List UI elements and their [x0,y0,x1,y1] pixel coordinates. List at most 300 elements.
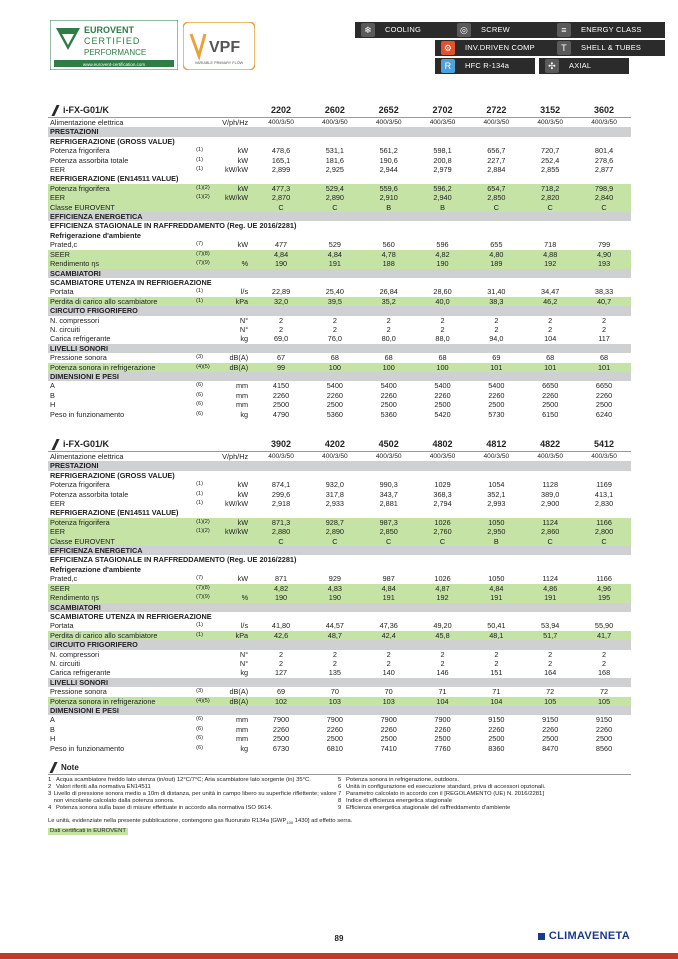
row-note-ref: (7)(9) [194,259,216,268]
cell-value: 2,890 [308,527,362,536]
cell-value: 100 [416,363,470,372]
model-size: 2202 [254,103,308,118]
row-note-ref: (6) [196,725,203,732]
cell-value: 400/3/50 [375,453,402,460]
row-unit: kg [240,668,249,678]
notes-left-column [48,777,338,812]
tag-label: SCREW [481,25,510,34]
eurovent-line1: EUROVENT [84,25,135,35]
row-label: N. circuiti [50,324,80,334]
note-item [338,777,628,784]
row-note-ref: (1)(2) [194,184,216,193]
cell-value: 191 [469,593,523,602]
notes-title: Note [48,762,631,775]
row-note-ref: (1) [196,156,203,163]
cell-value: 2500 [595,400,613,410]
cell-value: 192 [416,593,470,602]
model-size: 4822 [523,437,577,452]
row-label: A [50,715,55,725]
cell-value: C [523,203,577,212]
cell-value: 68 [384,353,393,363]
page-number: 89 [334,934,344,943]
section-label: EFFICIENZA ENERGETICA [48,212,631,221]
note-number: 7 [338,791,342,798]
section-label: Refrigerazione d'ambiente [50,564,141,574]
row-note-ref: (1) [196,147,203,154]
model-size: 2602 [308,103,362,118]
cell-value: 2260 [488,390,505,400]
cell-value: 103 [308,697,362,706]
gas-statement: Le unità, evidenziate nella presente pubblicazione, contengono gas fluorurato R134a [$GWP_{100}$ 1430] ad effetto serra. [48,818,353,826]
cell-value: 99 [254,363,308,372]
cell-value: 101 [577,363,631,372]
row-label: SEER [48,250,194,259]
subsection-heading-row [48,565,631,574]
table-row [48,297,631,306]
section-label: SCAMBIATORE UTENZA IN REFRIGERAZIONE [50,611,212,621]
energy-class-icon: ≡ [557,23,571,37]
section-label: EFFICIENZA STAGIONALE IN RAFFREDDAMENTO (Reg. UE 2016/2281) [50,555,297,565]
table-row [48,687,631,696]
bottom-bar [0,953,678,959]
row-label: Alimentazione elettrica [50,118,124,127]
slash-icon [50,440,60,449]
inverter-icon: ⚙ [441,41,455,55]
cell-value: 2260 [326,390,343,400]
row-unit: mm [235,734,249,744]
tag-cooling [355,22,453,38]
section-label: DIMENSIONI E PESI [48,706,631,715]
cell-value: 2260 [380,724,397,734]
model-size: 4802 [416,437,470,452]
cell-value: 4150 [272,381,290,391]
row-unit: kW/kW [216,193,254,202]
cell-value: 5400 [434,381,451,391]
row-label: EER [50,499,66,509]
cell-value: 5360 [326,409,343,419]
row-label: Perdita di carico allo scambiatore [48,297,194,306]
cell-value: 477,3 [254,184,308,193]
cell-value: 2260 [326,724,343,734]
model-size: 4202 [308,437,362,452]
feature-tags [355,22,642,82]
table-row [48,316,631,325]
section-label: LIVELLI SONORI [48,678,631,687]
section-heading-row [48,640,631,649]
table-row [48,363,631,372]
cell-value: 4,82 [254,584,308,593]
cell-value: 44,57 [325,621,344,631]
cell-value: 2500 [434,400,451,410]
cell-value: 2,918 [271,499,291,509]
cell-value: 127 [274,668,288,678]
cell-value: 2 [602,658,607,668]
row-label: B [50,390,55,400]
note-text: Acqua scambiatore freddo lato utenza (in/out) 12°C/7°C; Aria scambiatore lato sorgente (in) 35°C. [56,777,311,783]
subsection-heading-row [48,612,631,621]
table-row [48,391,631,400]
cell-value: 2 [494,658,499,668]
table-row [48,353,631,362]
row-note-ref: (1) [196,481,203,488]
cell-value: 9150 [542,715,559,725]
note-item [338,784,628,791]
cell-value: 135 [328,668,341,678]
cell-value: 343,7 [379,489,398,499]
table-header-row [48,437,631,452]
row-note-ref [194,334,216,343]
cell-value: 6240 [595,409,613,419]
cell-value: 2260 [434,724,451,734]
cell-value: 413,1 [594,489,614,499]
cell-value: 101 [469,363,523,372]
cell-value: 67 [276,353,286,363]
cell-value: 531,1 [325,146,344,156]
cell-value: C [254,203,308,212]
row-note-ref: (1)(2) [194,518,216,527]
cell-value: 7900 [380,715,397,725]
cell-value: 68 [599,353,609,363]
section-label: LIVELLI SONORI [48,344,631,353]
table-row [48,659,631,668]
row-label: Prated,c [50,240,78,250]
cell-value: 34,47 [541,287,560,297]
row-note-ref: (6) [196,744,203,751]
table-row [48,410,631,419]
note-item [338,791,628,798]
cell-value: 28,60 [433,287,452,297]
cell-value: 200,8 [433,155,452,165]
cell-value: 5420 [434,409,451,419]
cell-value: 181,6 [325,155,344,165]
note-item [338,798,628,805]
section-label: EFFICIENZA ENERGETICA [48,546,631,555]
eurovent-line2: CERTIFIED [84,36,141,46]
cell-value: 389,0 [541,489,560,499]
row-note-ref: (1) [196,500,203,507]
cell-value: 2260 [488,724,505,734]
row-unit: dB(A) [229,353,249,363]
table-row [48,156,631,165]
note-text: Potenza sonora in refrigerazione, outdoors. [346,777,459,783]
cell-value: 76,0 [327,334,342,344]
row-label: N. compressori [50,315,100,325]
cell-value: 400/3/50 [429,119,456,126]
model-size: 2722 [469,103,523,118]
cell-value: 871,3 [254,518,308,527]
cell-value: 2500 [488,400,505,410]
section-heading-row [48,603,631,612]
row-note-ref: (6) [196,382,203,389]
row-unit: V/ph/Hz [222,118,249,127]
row-note-ref: (1) [194,631,216,640]
cell-value: 31,40 [487,287,506,297]
row-unit: kW [237,146,249,156]
cell-value: 7760 [434,743,451,753]
cell-value: 2260 [380,390,397,400]
row-unit: dB(A) [216,697,254,706]
note-text: Indice di efficienza energetica stagionale [346,798,452,805]
cell-value: 190 [254,259,308,268]
cell-value: 2 [602,649,607,659]
cell-value: 48,7 [308,631,362,640]
cell-value: 598,1 [433,146,452,156]
cell-value: 6650 [595,381,613,391]
cell-value: 2,950 [469,527,523,536]
cell-value: 71 [438,687,447,697]
cell-value: 929 [328,574,341,584]
cell-value: 104 [469,697,523,706]
cell-value: 2,925 [325,165,344,175]
row-unit: N° [239,324,249,334]
cell-value: 48,1 [469,631,523,640]
cell-value: 2,881 [379,499,398,509]
cell-value: 2,794 [433,499,452,509]
row-label: EER [48,527,194,536]
row-label: Potenza frigorifera [50,146,110,156]
table-row [48,537,631,546]
cell-value: 140 [382,668,395,678]
tag-axial [539,58,629,74]
cell-value: 7900 [272,715,290,725]
row-label: B [50,724,55,734]
table-row [48,193,631,202]
cell-value: 2,830 [594,499,614,509]
cell-value: 2500 [326,734,343,744]
tag-label: COOLING [385,25,421,34]
cell-value: 2,890 [308,193,362,202]
tag-shell-tubes [551,40,665,56]
cell-value: 2,944 [379,165,398,175]
row-unit: kPa [216,631,254,640]
row-note-ref: (1) [196,288,203,295]
cell-value: 35,2 [362,297,416,306]
cell-value: 1029 [434,480,451,490]
section-label: REFRIGERAZIONE (EN14511 VALUE) [50,174,179,184]
cell-value: C [308,537,362,546]
tag-label: SHELL & TUBES [581,43,642,52]
cell-value: 72 [599,687,609,697]
cell-value: 4,83 [308,584,362,593]
cell-value: 2 [548,315,553,325]
cell-value: 53,94 [541,621,560,631]
cell-value: 871 [274,574,288,584]
section-heading-row [48,546,631,555]
cell-value: C [577,537,631,546]
table-row [48,287,631,296]
cell-value: 2 [279,324,284,334]
note-text: Efficienza energetica stagionale del raffreddamento d'ambiente [346,805,511,812]
cell-value: 2,993 [487,499,506,509]
cell-value: 100 [362,363,416,372]
cell-value: B [469,537,523,546]
section-label: PRESTAZIONI [48,461,631,470]
cell-value: 2500 [380,734,397,744]
cell-value: 1128 [542,480,559,490]
row-unit: kg [240,334,249,344]
row-label: Prated,c [50,574,78,584]
notes-right-column [338,777,628,812]
cell-value: 2,850 [362,527,416,536]
row-unit: kW [216,518,254,527]
cell-value: 8360 [488,743,505,753]
row-label: Peso in funzionamento [50,409,125,419]
row-unit: mm [235,390,249,400]
subsection-heading-row [48,471,631,480]
cell-value: 2,820 [523,193,577,202]
cell-value: 2 [386,658,391,668]
section-label: EFFICIENZA STAGIONALE IN RAFFREDDAMENTO (Reg. UE 2016/2281) [50,221,297,231]
cell-value: 252,4 [541,155,560,165]
cell-value: 400/3/50 [322,453,348,460]
table-row [48,734,631,743]
row-label: EER [50,165,66,175]
cell-value: C [469,203,523,212]
cell-value: 596 [436,240,449,250]
cell-value: 2,910 [362,193,416,202]
cell-value: 188 [362,259,416,268]
cell-value: 105 [523,697,577,706]
cell-value: 193 [577,259,631,268]
row-label: SEER [48,584,194,593]
tag-screw [451,22,563,38]
cell-value: 4,86 [523,584,577,593]
cell-value: 190,6 [379,155,398,165]
subsection-heading-row [48,221,631,230]
subsection-heading-row [48,508,631,517]
table-row [48,744,631,753]
section-heading-row [48,127,631,136]
row-note-ref: (6) [196,735,203,742]
table-row [48,631,631,640]
cell-value: 400/3/50 [375,119,402,126]
row-label: Pressione sonora [50,687,107,697]
row-label: Portata [50,287,74,297]
section-heading-row [48,461,631,470]
cell-value: 1166 [577,518,631,527]
cell-value: 1026 [416,518,470,527]
note-item [48,805,338,812]
table-row [48,240,631,249]
table-row [48,400,631,409]
cell-value: 192 [523,259,577,268]
note-number: 5 [338,777,342,783]
row-label: Classe EUROVENT [48,203,194,212]
row-unit: kg [240,743,249,753]
cell-value: 42,4 [362,631,416,640]
model-size: 3602 [577,103,631,118]
cell-value: 2260 [434,390,451,400]
row-unit: dB(A) [229,687,249,697]
cell-value: 2500 [595,734,613,744]
cell-value: 9150 [488,715,505,725]
cell-value: 990,3 [379,480,398,490]
table-row [48,250,631,259]
cell-value: 68 [546,353,555,363]
row-label: Pressione sonora [50,353,107,363]
row-note-ref: (6) [196,716,203,723]
cell-value: 4,96 [577,584,631,593]
cell-value: 560 [382,240,395,250]
refrigerant-icon: R [441,59,455,73]
note-number: 2 [48,784,52,791]
cell-value: 2,800 [577,527,631,536]
row-note-ref: (7) [196,575,203,582]
cell-value: 4,84 [362,584,416,593]
cell-value: 2 [332,315,337,325]
row-label: Potenza assorbita totale [50,155,129,165]
cell-value: 2 [440,324,445,334]
tag-inv-driven-comp [435,40,561,56]
snowflake-icon: ❄ [361,23,375,37]
section-label: Refrigerazione d'ambiente [50,230,141,240]
cell-value: 2 [440,649,445,659]
table-row [48,203,631,212]
model-size: 3152 [523,103,577,118]
cell-value: 2500 [488,734,505,744]
table-row [48,593,631,602]
row-note-ref [194,668,216,677]
cell-value: B [416,203,470,212]
cell-value: 2 [494,649,499,659]
note-number: 6 [338,784,342,791]
certified-note: Dati certificati in EUROVENT [50,827,126,834]
cell-value: 932,0 [325,480,344,490]
cell-value: 2,760 [416,527,470,536]
cell-value: 874,1 [271,480,291,490]
row-note-ref: (6) [196,401,203,408]
cell-value: 51,7 [523,631,577,640]
row-note-ref: (6) [196,410,203,417]
cell-value: 191 [362,593,416,602]
row-label: Potenza sonora in refrigerazione [48,697,194,706]
cell-value: 1050 [469,518,523,527]
cell-value: 718 [544,240,557,250]
cell-value: 104 [416,697,470,706]
cell-value: 2260 [542,724,559,734]
row-label: Rendimento ηs [48,259,194,268]
cell-value: 2,870 [254,193,308,202]
row-note-ref: (1) [196,166,203,173]
cell-value: 165,1 [271,155,291,165]
cell-value: 38,33 [594,287,614,297]
row-label: Classe EUROVENT [48,537,194,546]
cell-value: 655 [490,240,503,250]
table-row [48,574,631,583]
note-number: 4 [48,805,52,812]
note-item [48,777,338,784]
note-text: Potenza sonora sulla base di misure effettuate in accordo alla normativa ISO 9614. [56,805,273,812]
table-row [48,118,631,128]
row-label: Potenza assorbita totale [50,489,129,499]
cell-value: 2 [548,658,553,668]
section-label: CIRCUITO FRIGORIFERO [48,640,631,649]
cell-value: 104 [544,334,557,344]
cell-value: 2500 [434,734,451,744]
cell-value: 400/3/50 [483,453,510,460]
cell-value: 317,8 [325,489,344,499]
row-unit: kW/kW [225,499,249,509]
cell-value: 88,0 [435,334,450,344]
cell-value: 9150 [595,715,613,725]
row-unit: kW [237,240,249,250]
cell-value: 2 [494,315,499,325]
cell-value: 987,3 [362,518,416,527]
cell-value: B [362,203,416,212]
cell-value: 278,6 [594,155,614,165]
cell-value: 2 [440,315,445,325]
cell-value: 101 [523,363,577,372]
